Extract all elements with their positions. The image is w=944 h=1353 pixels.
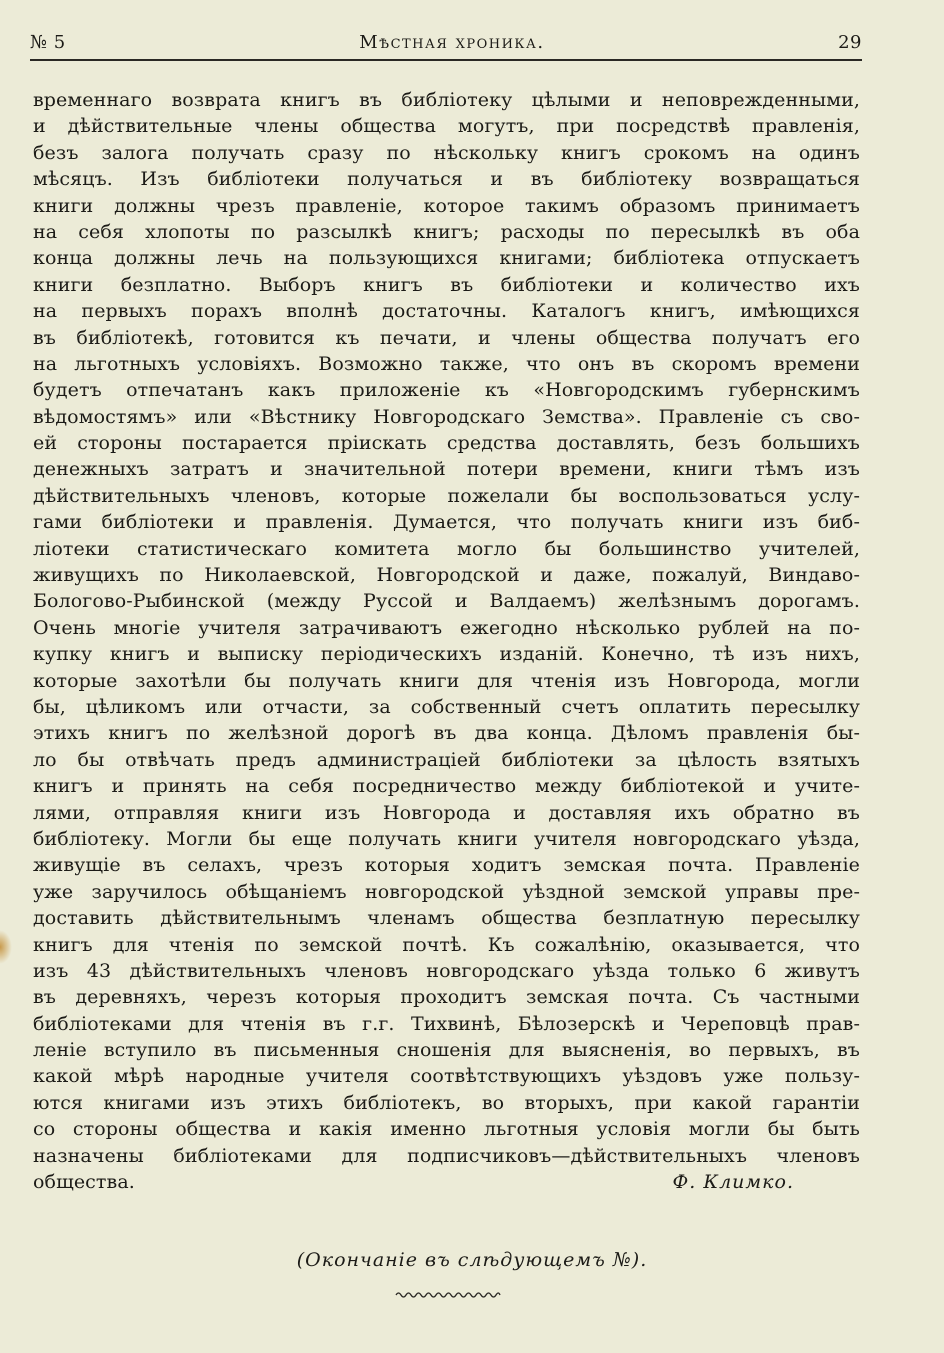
text-line: какой мѣрѣ народные учителя соотвѣтствующихъ уѣздовъ уже пользу-: [33, 1065, 860, 1088]
text-line: на себя хлопоты по разсылкѣ книгъ; расходы по пересылкѣ въ оба: [33, 220, 860, 243]
text-line: уже заручилось обѣщаніемъ новгородской уѣздной земской управы пре-: [33, 880, 860, 903]
text-line: гами библіотеки и правленія. Думается, что получать книги изъ биб-: [33, 511, 860, 534]
text-line: Очень многіе учителя затрачиваютъ ежегодно нѣсколько рублей на по-: [33, 616, 860, 639]
text-line: ліотеки статистическаго комитета могло бы большинство учителей,: [33, 537, 860, 560]
section-title: Мѣстная хроника.: [359, 32, 545, 53]
text-line: живущіе въ селахъ, чрезъ которыя ходитъ земская почта. Правленіе: [33, 854, 860, 877]
text-line: ей стороны постарается пріискать средства доставлять, безъ большихъ: [33, 432, 860, 455]
text-line: книгъ и принять на себя посредничество между библіотекой и учите-: [33, 775, 860, 798]
running-header: [30, 32, 862, 58]
text-line: живущихъ по Николаевской, Новгородской и даже, пожалуй, Виндаво-: [33, 564, 860, 587]
text-line: конца должны лечь на пользующихся книгами; библіотека отпускаетъ: [33, 247, 860, 270]
text-line: изъ 43 дѣйствительныхъ членовъ новгородскаго уѣзда только 6 живутъ: [33, 959, 860, 982]
text-line: со стороны общества и какія именно льготныя условія могли бы быть: [33, 1118, 860, 1141]
text-line: Бологово-Рыбинской (между Руссой и Валдаемъ) желѣзнымъ дорогамъ.: [33, 590, 860, 613]
article-body: [33, 87, 860, 1195]
text-line: ло бы отвѣчать предъ администраціей библіотеки за цѣлость взятыхъ: [33, 748, 860, 771]
text-line: дѣйствительныхъ членовъ, которые пожелали бы воспользоваться услу-: [33, 484, 860, 507]
closing-line: [33, 1169, 860, 1195]
text-line: лями, отправляя книги изъ Новгорода и доставляя ихъ обратно въ: [33, 801, 860, 824]
page-number: 29: [838, 32, 862, 53]
wavy-ornament-divider: [395, 1290, 501, 1300]
text-line: въ деревняхъ, черезъ которыя проходитъ земская почта. Съ частными: [33, 986, 860, 1009]
text-line: безъ залога получать сразу по нѣскольку книгъ срокомъ на одинъ: [33, 141, 860, 164]
text-line: денежныхъ затратъ и значительной потери времени, книги тѣмъ изъ: [33, 458, 860, 481]
issue-number: № 5: [30, 32, 66, 53]
paper-stain: [0, 930, 12, 964]
text-line: временнаго возврата книгъ въ библіотеку цѣлыми и неповрежденными,: [33, 89, 860, 111]
text-line: которые захотѣли бы получать книги для чтенія изъ Новгорода, могли: [33, 669, 860, 692]
text-line: книги должны чрезъ правленіе, которое такимъ образомъ принимаетъ: [33, 194, 860, 217]
text-line: будетъ отпечатанъ какъ приложеніе къ «Новгородскимъ губернскимъ: [33, 379, 860, 402]
text-line: леніе вступило въ письменныя сношенія для выясненія, во первыхъ, въ: [33, 1039, 860, 1062]
text-line: вѣдомостямъ» или «Вѣстнику Новгородскаго Земства». Правленіе съ сво-: [33, 405, 860, 428]
text-line: на первыхъ порахъ вполнѣ достаточны. Каталогъ книгъ, имѣющихся: [33, 300, 860, 323]
text-line: бы, цѣликомъ или отчасти, за собственный счетъ оплатить пересылку: [33, 695, 860, 718]
text-line: библіотеками для чтенія въ г.г. Тихвинѣ, Бѣлозерскѣ и Череповцѣ прав-: [33, 1012, 860, 1035]
author-signature: Ф. Климко.: [672, 1171, 794, 1194]
text-line: на льготныхъ условіяхъ. Возможно также, что онъ въ скоромъ времени: [33, 352, 860, 375]
text-line: въ библіотекѣ, готовится къ печати, и члены общества получатъ его: [33, 326, 860, 349]
continuation-note: (Окончаніе въ слѣдующемъ №).: [296, 1249, 648, 1271]
closing-text: общества.: [33, 1171, 135, 1194]
text-line: и дѣйствительные члены общества могутъ, при посредствѣ правленія,: [33, 115, 860, 138]
text-line: ются книгами изъ этихъ библіотекъ, во вторыхъ, при какой гарантіи: [33, 1091, 860, 1114]
text-line: мѣсяцъ. Изъ библіотеки получаться и въ библіотеку возвращаться: [33, 168, 860, 191]
text-line: библіотеку. Могли бы еще получать книги учителя новгородскаго уѣзда,: [33, 827, 860, 850]
text-line: назначены библіотеками для подписчиковъ—дѣйствительныхъ членовъ: [33, 1144, 860, 1167]
header-rule: [30, 59, 862, 61]
text-line: книгъ для чтенія по земской почтѣ. Къ сожалѣнію, оказывается, что: [33, 933, 860, 956]
text-line: книги безплатно. Выборъ книгъ въ библіотеки и количество ихъ: [33, 273, 860, 296]
text-line: доставить дѣйствительнымъ членамъ общества безплатную пересылку: [33, 907, 860, 930]
text-line: этихъ книгъ по желѣзной дорогѣ въ два конца. Дѣломъ правленія бы-: [33, 722, 860, 745]
text-line: купку книгъ и выписку періодическихъ изданій. Конечно, тѣ изъ нихъ,: [33, 643, 860, 666]
